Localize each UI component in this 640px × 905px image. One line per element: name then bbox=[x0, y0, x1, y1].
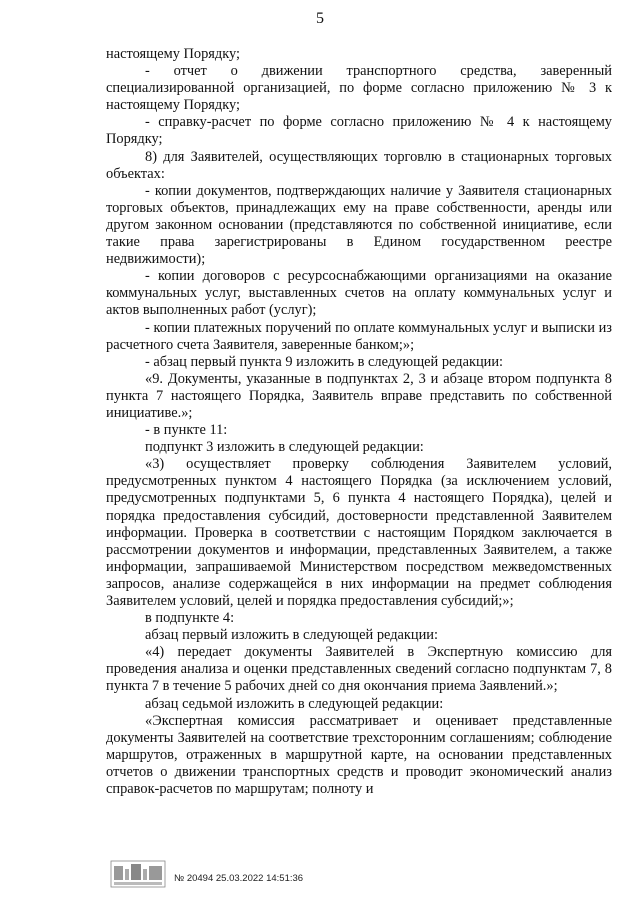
paragraph: - отчет о движении транспортного средства, заверенный специализированной организацией, по форме согласно приложению № 3 к настоящему Порядку; bbox=[106, 63, 612, 114]
registration-footer bbox=[110, 860, 410, 890]
paragraph: абзац первый изложить в следующей редакции: bbox=[145, 627, 439, 644]
paragraph: - справку-расчет по форме согласно приложению № 4 к настоящему Порядку; bbox=[106, 114, 612, 148]
registry-stamp-icon bbox=[110, 860, 166, 888]
paragraph: настоящему Порядку; bbox=[106, 46, 240, 62]
paragraph: абзац седьмой изложить в следующей редакции: bbox=[145, 695, 444, 712]
paragraph: - копии документов, подтверждающих наличие у Заявителя стационарных торговых объектов, принадлежащих ему на праве собственности, аренды или другом законном основании (представляются по собственной инициативе, если такие права зарегистрированы в Едином государственном реестре недвижимости); bbox=[106, 182, 612, 268]
paragraph: - абзац первый пункта 9 изложить в следующей редакции: bbox=[145, 353, 504, 370]
paragraph: в подпункте 4: bbox=[145, 610, 235, 627]
document-body bbox=[106, 46, 612, 798]
paragraph: «Экспертная комиссия рассматривает и оценивает представленные документы Заявителей на соответствие трехсторонним соглашениям; соблюдение маршрутов, отраженных в маршрутной карте, на основании представленных отчетов о движении транспортных средств и проводит экономический анализ справок-расчетов по маршрутам; полноту и bbox=[106, 712, 612, 798]
paragraph: 8) для Заявителей, осуществляющих торговлю в стационарных торговых объектах: bbox=[106, 148, 612, 182]
paragraph: - копии платежных поручений по оплате коммунальных услуг и выписки из расчетного счета Заявителя, заверенные банком;»; bbox=[106, 319, 612, 353]
registration-number: № 20494 25.03.2022 14:51:36 bbox=[174, 873, 304, 884]
paragraph: «3) осуществляет проверку соблюдения Заявителем условий, предусмотренных пунктом 4 настоящего Порядка (за исключением условий, предусмотренных подпунктами 5, 6 пункта 4 настоящего Порядка), целей и порядка предоставления субсидий, достоверности представленной Заявителем информации. Проверка в соответствии с настоящим Порядком заключается в рассмотрении документов и информации, представленных Заявителем, а также информации, запрашиваемой Министерством посредством межведомственных запросов, анализе содержащейся в них информации на предмет соблюдения Заявителем условий, целей и порядка предоставления субсидий;»; bbox=[106, 456, 612, 609]
page-number: 5 bbox=[316, 10, 324, 27]
paragraph: подпункт 3 изложить в следующей редакции: bbox=[145, 439, 424, 456]
paragraph: «4) передает документы Заявителей в Экспертную комиссию для проведения анализа и оценки представленных сведений согласно подпунктам 7, 8 пункта 7 в течение 5 рабочих дней со дня окончания приема Заявлений.»; bbox=[106, 644, 612, 695]
paragraph: - в пункте 11: bbox=[145, 422, 228, 439]
paragraph: - копии договоров с ресурсоснабжающими организациями на оказание коммунальных услуг, выставленных счетов на оплату коммунальных услуг и актов выполненных работ (услуг); bbox=[106, 268, 612, 319]
paragraph: «9. Документы, указанные в подпунктах 2, 3 и абзаце втором подпункта 8 пункта 7 настоящего Порядка, Заявитель вправе представить по собственной инициативе.»; bbox=[106, 370, 612, 421]
